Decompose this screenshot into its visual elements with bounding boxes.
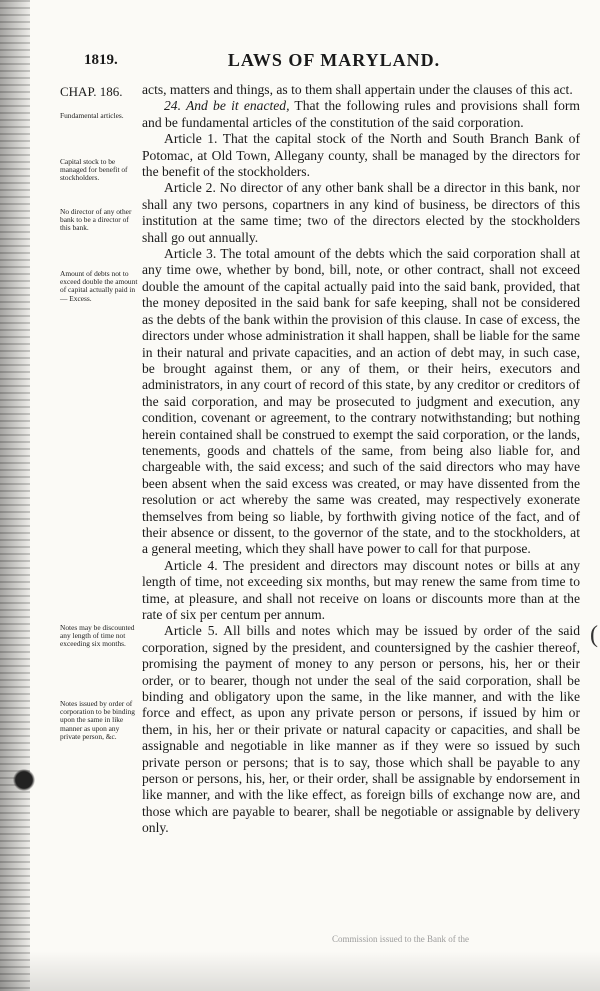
margin-note-capital-stock: Capital stock to be managed for benefit of stockholders. [60,157,128,183]
section-text: That the following rules and provisions shall form and be fundamental articles of the constitution of the said corporation. [142,98,580,130]
margin-bracket: ( [590,622,598,648]
year-label: 1819. [84,52,118,68]
margin-note-discount: Notes may be discounted any length of time not exceeding six months. [60,623,135,649]
chapter-label: CHAP. 186. [60,84,123,99]
paragraph-article-1: Article 1. That the capital stock of the North and South Branch Bank of Potomac, at Old Town, Allegany county, shall be managed by the directors for the benefit of the stockholders. [142,131,580,180]
margin-note-director: No director of any other bank to be a director of this bank. [60,207,132,233]
scan-shadow [0,0,30,991]
paragraph-article-2: Article 2. No director of any other bank shall be a director in this bank, nor shall any two persons, copartners in any kind of business, be directors of this institution at the same time; two of the directors elected by the stockholders shall go out annually. [142,180,580,245]
ink-blot [12,766,36,794]
margin-note-debts: Amount of debts not to exceed double the amount of capital actually paid in— Excess. [60,269,138,303]
paragraph-section-24 [142,98,580,131]
scan-bottom-shadow [0,951,600,991]
running-title: LAWS OF MARYLAND. [227,50,441,70]
section-lead: 24. And be it enacted, [164,98,290,114]
paragraph-article-3: Article 3. The total amount of the debts which the said corporation shall at any time owe, whether by bond, bill, note, or other contract, shall not exceed double the amount of the capital actually paid into the said bank, provided, that the money deposited in the said bank for safe keeping, shall not be considered as the debts of the bank within the provision of this clause. In case of excess, the directors under whose administration it shall happen, shall be liable for the same in their natural and private capacities, and an action of debt may, in such case, be brought against them, or any of them, or their heirs, executors and administrators, in any court of record of this state, by any creditor or creditors of the said corporation, and may be prosecuted to judgment and execution, any condition, covenant or agreement, to the contrary notwithstanding; but nothing herein contained shall be construed to exempt the said corporation, or the lands, tenements, goods and chattels of the same, from being also liable for, and chargeable with, the said excess; and such of the said directors who may have been absent when the said excess was created, or may have dissented from the resolution or act whereby the same was created, may respectively exonerate themselves from being so liable, by forthwith giving notice of the fact, and of their absence or dissent, to the governor of the state, and to the stockholders, at a general meeting, which they shall have power to call for that purpose. [142,246,580,557]
bleedthrough-text: Commission issued to the Bank of the [332,934,469,944]
paragraph-article-5: Article 5. All bills and notes which may be issued by order of the said corporation, signed by the president, and countersigned by the cashier thereof, promising the payment of money to any person or persons, his, her or their order, or to bearer, though not under the seal of the said corporation, shall be binding and obligatory upon the same, in the like manner, and with the like force and effect, as upon any private person or persons, if issued by him or them, in his, her or their private or natural capacity or capacities, and shall be assignable and negotiable in like manner as if they were so issued by such private person or persons; that is to say, those which shall be payable to any person or persons, his, her, or their order, shall be assignable by endorsement in like manner, and with the like effect, as foreign bills of exchange now are, and those which are payable to bearer, shall be negotiable or assignable by delivery only. [142,623,580,836]
page-header [84,50,584,72]
paragraph-article-4: Article 4. The president and directors may discount notes or bills at any length of time, not exceeding six months, but may renew the same from time to time, at pleasure, and shall not receive on loans or discounts more than at the rate of six per centum per annum. [142,557,580,622]
margin-note-notes-issued: Notes issued by order of corporation to be binding upon the same in like manner as upon any private person, &c. [60,699,135,741]
body-text [142,82,580,837]
margin-note-fundamental: Fundamental articles. [60,111,124,120]
paragraph-continuation: acts, matters and things, as to them shall appertain under the clauses of this act. [142,82,573,97]
